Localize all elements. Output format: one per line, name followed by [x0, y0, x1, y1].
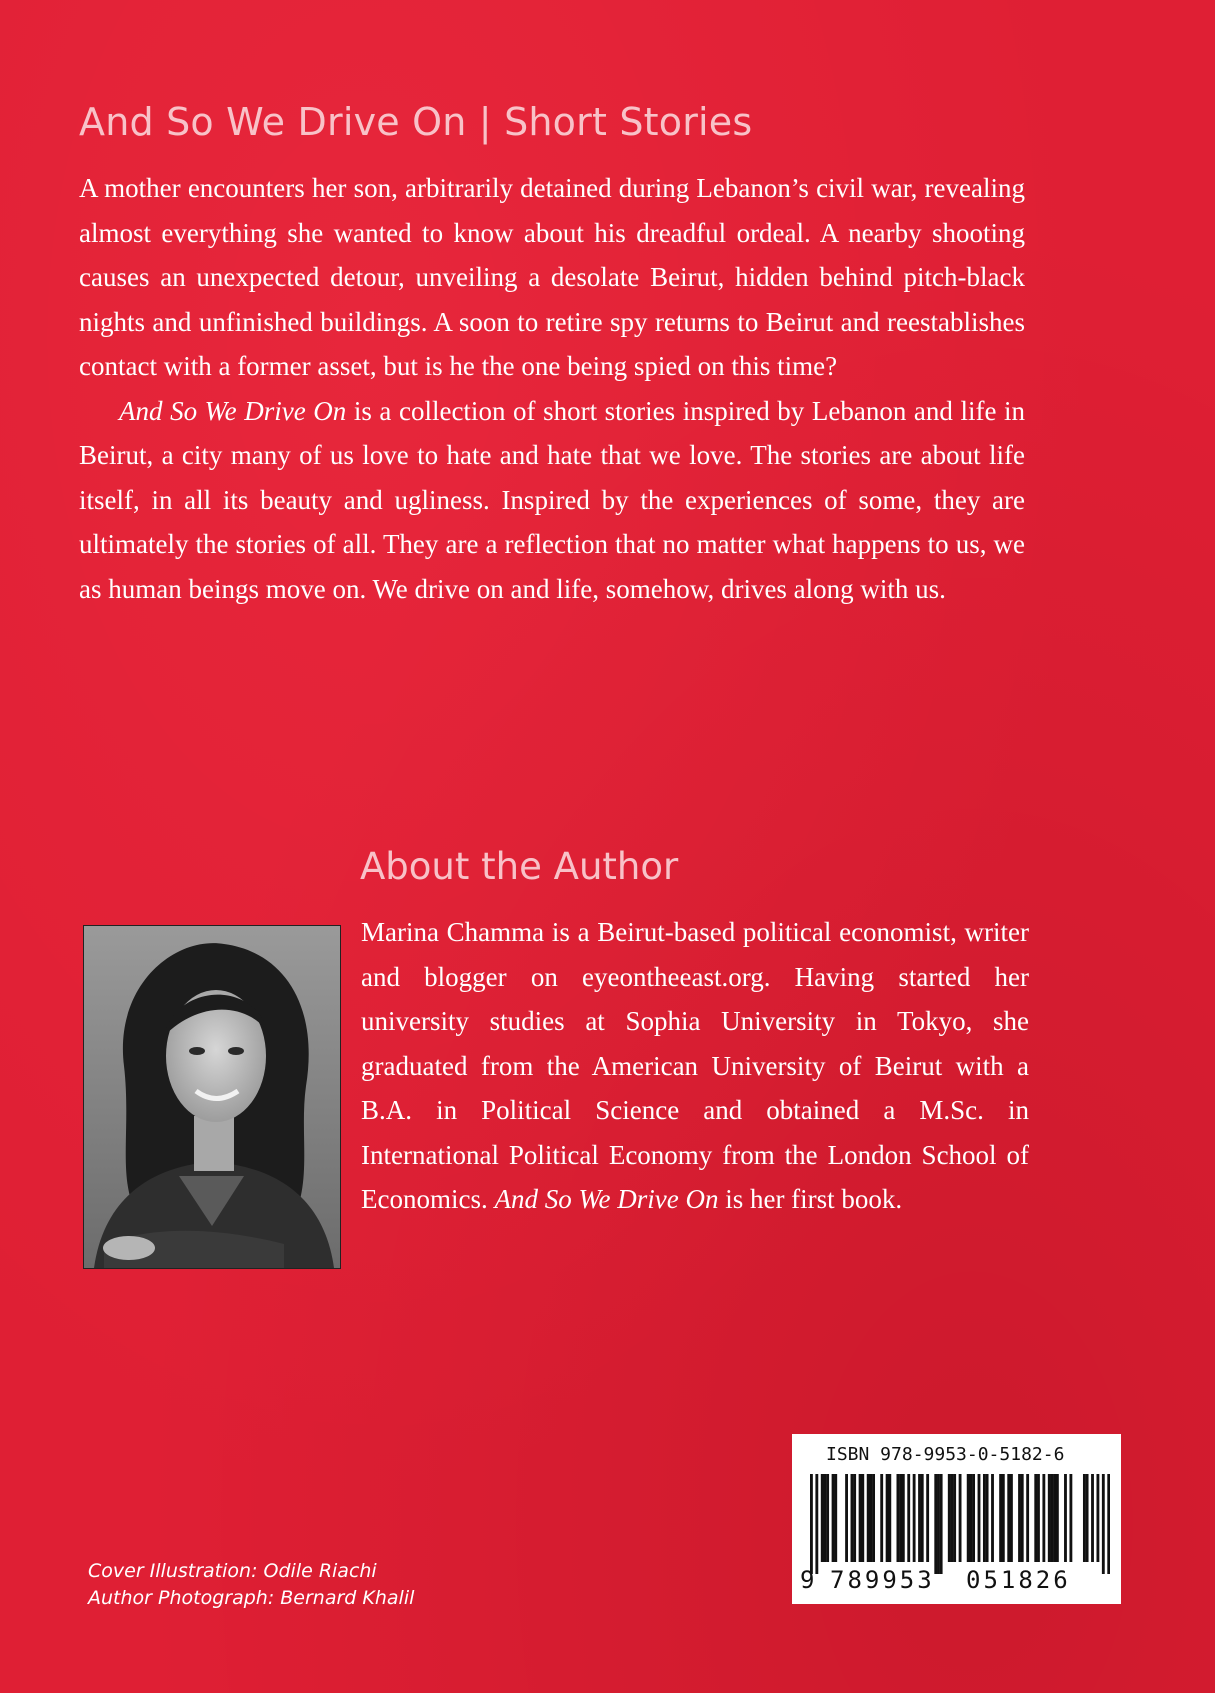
author-photo: [83, 925, 341, 1269]
blurb-title-italic: And So We Drive On: [119, 395, 347, 426]
photograph-credit: Author Photograph: Bernard Khalil: [88, 1587, 415, 1609]
barcode-bar: [1053, 1474, 1056, 1562]
barcode-lead-digit: 9: [800, 1566, 815, 1594]
barcode-bar: [1056, 1474, 1059, 1562]
barcode-bar: [959, 1474, 962, 1562]
barcode-bar: [1002, 1474, 1005, 1562]
barcode-bar: [983, 1474, 986, 1562]
author-bio-text: Marina Chamma is a Beirut-based political economist, writer and blogger on eyeontheeast.org. Having started her university studies at Sophia University in Tokyo, she graduated from the American University of Beirut with a B.A. in Political Science and obtained a M.Sc. in International Political Economy from the London School of Economics.: [361, 917, 1029, 1214]
barcode-bar: [834, 1474, 837, 1562]
barcode-bar: [1083, 1474, 1086, 1562]
barcode-bar: [948, 1474, 951, 1562]
barcode-bar: [999, 1474, 1002, 1562]
author-bio-end: is her first book.: [718, 1184, 903, 1214]
barcode-bar: [1026, 1474, 1029, 1562]
barcode-bar: [951, 1474, 954, 1562]
barcode-bar: [1107, 1474, 1110, 1574]
barcode-bar: [1086, 1474, 1089, 1562]
barcode-bar: [1010, 1474, 1013, 1562]
barcode-left-digits: 789953: [830, 1566, 935, 1594]
barcode-bar: [972, 1474, 975, 1562]
barcode-bar: [845, 1474, 848, 1562]
barcode-bar: [1051, 1474, 1054, 1562]
book-blurb: [79, 166, 1025, 611]
barcode-bar: [899, 1474, 902, 1562]
barcode-bar: [888, 1474, 891, 1562]
barcode-bar: [1034, 1474, 1037, 1562]
barcode-bar: [926, 1474, 929, 1562]
barcode-bar: [1042, 1474, 1045, 1562]
barcode-bar: [1091, 1474, 1094, 1562]
barcode-bar: [824, 1474, 827, 1562]
barcode-bar: [872, 1474, 875, 1562]
barcode-bar: [991, 1474, 994, 1562]
barcode-bar: [978, 1474, 981, 1562]
barcode-bar: [1064, 1474, 1067, 1562]
barcode-bar: [869, 1474, 872, 1562]
blurb-paragraph-2-text: is a collection of short stories inspired by Lebanon and life in Beirut, a city many of us love to hate and hate that we love. The stories are about life itself, in all its beauty and ugliness. Inspired by the experiences of some, they are ultimately the stories of all. They are a reflection that no matter what happens to us, we as human beings move on. We drive on and life, somehow, drives along with us.: [79, 395, 1025, 604]
author-portrait-image: [84, 926, 340, 1268]
barcode-right-digits: 051826: [966, 1566, 1071, 1594]
barcode-bar: [937, 1474, 940, 1574]
blurb-paragraph-2: [79, 389, 1025, 612]
barcode-bar: [969, 1474, 972, 1562]
barcode-bar: [853, 1474, 856, 1562]
barcode-bar: [1021, 1474, 1024, 1562]
barcode-bar: [1069, 1474, 1072, 1562]
book-title: And So We Drive On | Short Stories: [79, 100, 753, 144]
barcode-bar: [867, 1474, 870, 1562]
barcode-bar: [940, 1474, 943, 1574]
barcode-bar: [1102, 1474, 1105, 1574]
barcode-bar: [826, 1474, 829, 1562]
barcode-bar: [907, 1474, 910, 1562]
barcode-bar: [880, 1474, 883, 1562]
barcode-bar: [886, 1474, 889, 1562]
barcode-bar: [986, 1474, 989, 1562]
barcode-bars: [810, 1474, 1110, 1574]
author-bio-book-title: And So We Drive On: [494, 1184, 719, 1214]
barcode-bar: [896, 1474, 899, 1562]
barcode-bar: [921, 1474, 924, 1562]
about-author-heading: About the Author: [360, 845, 679, 888]
barcode-bar: [861, 1474, 864, 1562]
barcode-bar: [832, 1474, 835, 1562]
blurb-paragraph-1: A mother encounters her son, arbitrarily detained during Lebanon’s civil war, revealing almost everything she wanted to know about his dreadful ordeal. A nearby shooting causes an unexpected detour, unveiling a desolate Beirut, hidden behind pitch-black nights and unfinished buildings. A soon to retire spy returns to Beirut and reestablishes contact with a former asset, but is he the one being spied on this time?: [79, 173, 1025, 381]
barcode-bar: [821, 1474, 824, 1562]
barcode-bar: [902, 1474, 905, 1562]
barcode-bar: [1018, 1474, 1021, 1562]
isbn-barcode: [792, 1434, 1121, 1604]
barcode-bar: [810, 1474, 813, 1574]
cover-credits: [88, 1558, 414, 1612]
barcode-bar: [1048, 1474, 1051, 1562]
barcode-bar: [851, 1474, 854, 1562]
barcode-bar: [967, 1474, 970, 1562]
barcode-bar: [1007, 1474, 1010, 1562]
illustration-credit: Cover Illustration: Odile Riachi: [88, 1560, 377, 1582]
barcode-bar: [913, 1474, 916, 1562]
barcode-bar: [1096, 1474, 1099, 1562]
isbn-label: ISBN 978-9953-0-5182-6: [826, 1444, 1065, 1465]
barcode-bar: [1037, 1474, 1040, 1562]
barcode-bar: [953, 1474, 956, 1562]
barcode-bar: [934, 1474, 937, 1574]
barcode-bar: [918, 1474, 921, 1562]
barcode-bar: [859, 1474, 862, 1562]
author-bio: [361, 910, 1029, 1222]
barcode-bar: [815, 1474, 818, 1574]
